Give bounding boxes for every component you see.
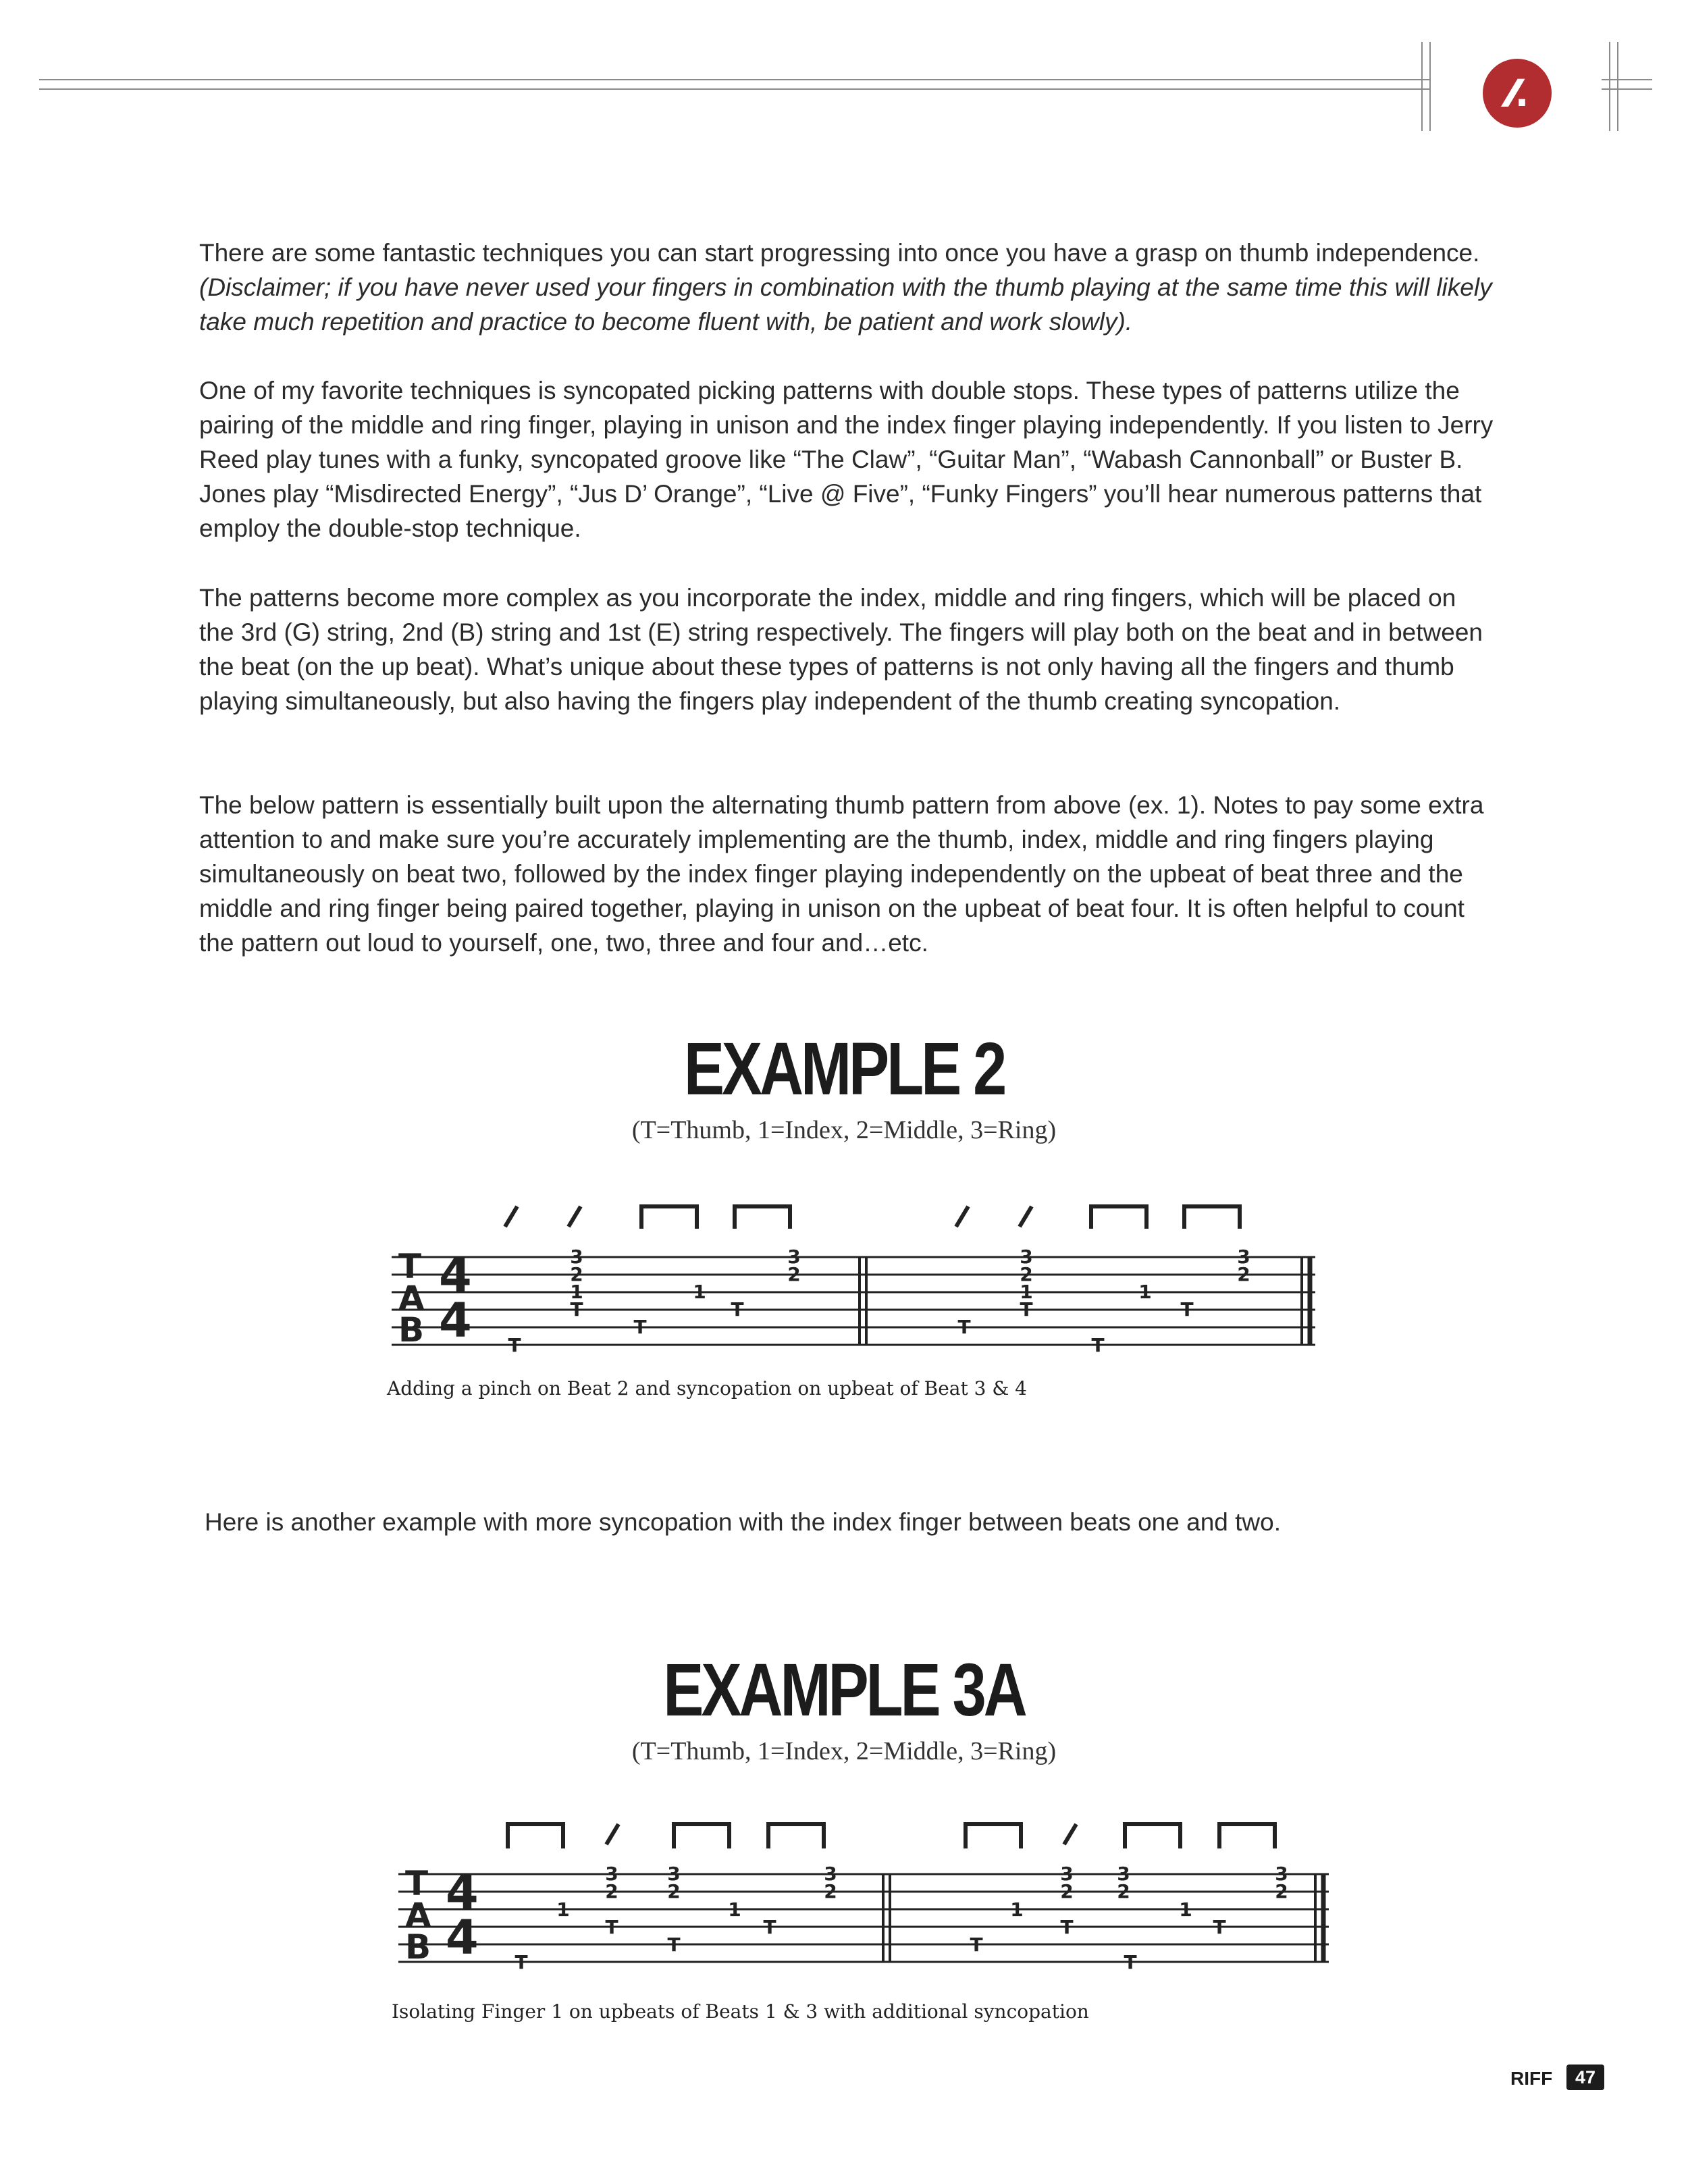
svg-text:T: T xyxy=(1180,1298,1194,1321)
svg-text:T: T xyxy=(508,1334,521,1356)
example-2-subtitle: (T=Thumb, 1=Index, 2=Middle, 3=Ring) xyxy=(631,1116,1057,1144)
svg-text:T: T xyxy=(605,1916,618,1938)
svg-text:3: 3 xyxy=(1020,1246,1033,1268)
svg-text:3: 3 xyxy=(1117,1863,1130,1885)
page-number: 47 xyxy=(1566,2065,1604,2090)
svg-text:2: 2 xyxy=(605,1880,618,1902)
header-rule-vertical-left-1 xyxy=(1421,42,1423,131)
riff-logo-icon: ⁄⁄. xyxy=(1483,59,1552,128)
example-3a-caption: Isolating Finger 1 on upbeats of Beats 1 & 3 with additional syncopation xyxy=(392,2000,1089,2023)
svg-text:2: 2 xyxy=(1020,1263,1033,1285)
svg-text:3: 3 xyxy=(1060,1863,1074,1885)
example-3a-tablature xyxy=(392,1809,1337,1985)
disclaimer-text: (Disclaimer; if you have never used your fingers in combination with the thumb playing at the same time this will likely take much repetition and practice to become fluent with, be patient and work slowly). xyxy=(199,273,1492,336)
example-2-tablature xyxy=(385,1192,1323,1367)
svg-text:T: T xyxy=(1213,1916,1226,1938)
svg-text:2: 2 xyxy=(1275,1880,1288,1902)
svg-text:1: 1 xyxy=(556,1898,570,1921)
svg-text:3: 3 xyxy=(605,1863,618,1885)
svg-text:T: T xyxy=(1124,1951,1137,1973)
tab-clef-a: A xyxy=(398,1279,425,1318)
paragraph-intro-text: There are some fantastic techniques you can start progressing into once you have a grasp on thumb independence. xyxy=(199,239,1480,267)
svg-text:2: 2 xyxy=(1237,1263,1250,1285)
svg-text:3: 3 xyxy=(1237,1246,1250,1268)
svg-text:3: 3 xyxy=(570,1246,583,1268)
svg-text:T: T xyxy=(1091,1334,1105,1356)
svg-text:T: T xyxy=(515,1951,528,1973)
svg-text:1: 1 xyxy=(1179,1898,1192,1921)
svg-text:1: 1 xyxy=(1010,1898,1024,1921)
svg-text:1: 1 xyxy=(728,1898,741,1921)
svg-text:2: 2 xyxy=(787,1263,801,1285)
svg-text:T: T xyxy=(570,1298,583,1321)
svg-text:2: 2 xyxy=(824,1880,837,1902)
svg-text:1: 1 xyxy=(570,1281,583,1303)
paragraph-intro xyxy=(199,236,1496,339)
svg-text:T: T xyxy=(763,1916,776,1938)
svg-text:3: 3 xyxy=(667,1863,681,1885)
svg-text:2: 2 xyxy=(570,1263,583,1285)
time-sig-top: 4 xyxy=(439,1248,472,1303)
svg-text:3: 3 xyxy=(1275,1863,1288,1885)
svg-text:1: 1 xyxy=(1020,1281,1033,1303)
svg-text:T: T xyxy=(957,1316,971,1338)
svg-text:T: T xyxy=(1020,1298,1033,1321)
time-sig-top: 4 xyxy=(446,1865,479,1920)
svg-text:2: 2 xyxy=(1117,1880,1130,1902)
svg-text:2: 2 xyxy=(667,1880,681,1902)
header-rule-vertical-left-2 xyxy=(1429,42,1431,131)
tab-clef-a: A xyxy=(405,1896,431,1935)
svg-text:T: T xyxy=(970,1934,983,1956)
svg-text:3: 3 xyxy=(824,1863,837,1885)
svg-text:T: T xyxy=(731,1298,744,1321)
svg-text:3: 3 xyxy=(787,1246,801,1268)
svg-text:T: T xyxy=(667,1934,681,1956)
svg-text:T: T xyxy=(633,1316,647,1338)
paragraph-another-example: Here is another example with more syncopation with the index finger between beats one and two. xyxy=(205,1508,1281,1536)
example-2-title: EXAMPLE 2 xyxy=(683,1028,1005,1111)
header-rule-vertical-right-2 xyxy=(1617,42,1618,131)
header-rule-vertical-right-1 xyxy=(1609,42,1610,131)
example-3a-title: EXAMPLE 3A xyxy=(663,1649,1025,1732)
svg-text:2: 2 xyxy=(1060,1880,1074,1902)
example-3a-subtitle: (T=Thumb, 1=Index, 2=Middle, 3=Ring) xyxy=(631,1737,1057,1765)
time-sig-bottom: 4 xyxy=(439,1293,472,1348)
time-sig-bottom: 4 xyxy=(446,1910,479,1965)
svg-text:T: T xyxy=(1060,1916,1074,1938)
tab-clef-t: T xyxy=(398,1247,422,1286)
paragraph-favorite-technique: One of my favorite techniques is syncopated picking patterns with double stops. These types of patterns utilize the pairing of the middle and ring finger, playing in unison and the index finger playing independently. If you listen to Jerry Reed play tunes with a funky, syncopated groove like “The Claw”, “Guitar Man”, “Wabash Cannonball” or Buster B. Jones play “Misdirected Energy”, “Jus D’ Orange”, “Live @ Five”, “Funky Fingers” you’ll hear numerous patterns that employ the double-stop technique. xyxy=(199,377,1494,542)
example-2-caption: Adding a pinch on Beat 2 and syncopation on upbeat of Beat 3 & 4 xyxy=(387,1377,1027,1400)
tab-clef-b: B xyxy=(405,1927,431,1967)
footer-brand: RIFF xyxy=(1510,2068,1553,2089)
header-rule-bottom xyxy=(39,88,1430,90)
paragraph-complex-patterns: The patterns become more complex as you incorporate the index, middle and ring fingers, which will be placed on the 3rd (G) string, 2nd (B) string and 1st (E) string respectively. The fingers will play both on the beat and in between the beat (on the up beat). What’s unique about these types of patterns is not only having all the fingers and thumb playing simultaneously, but also having the fingers play independent of the thumb creating syncopation. xyxy=(199,584,1483,715)
paragraph-below-pattern: The below pattern is essentially built upon the alternating thumb pattern from above (ex. 1). Notes to pay some extra attention to and make sure you’re accurately implementing are the thumb, index, middle and ring fingers playing simultaneously on beat two, followed by the index finger playing independently on the upbeat of beat three and the middle and ring finger being paired together, playing in unison on the upbeat of beat four. It is often helpful to count the pattern out loud to yourself, one, two, three and four and…etc. xyxy=(199,791,1484,957)
svg-text:1: 1 xyxy=(1138,1281,1152,1303)
tab-clef-t: T xyxy=(405,1864,429,1903)
svg-text:1: 1 xyxy=(693,1281,706,1303)
header-rule-top xyxy=(39,79,1430,80)
tab-clef-b: B xyxy=(398,1310,425,1350)
